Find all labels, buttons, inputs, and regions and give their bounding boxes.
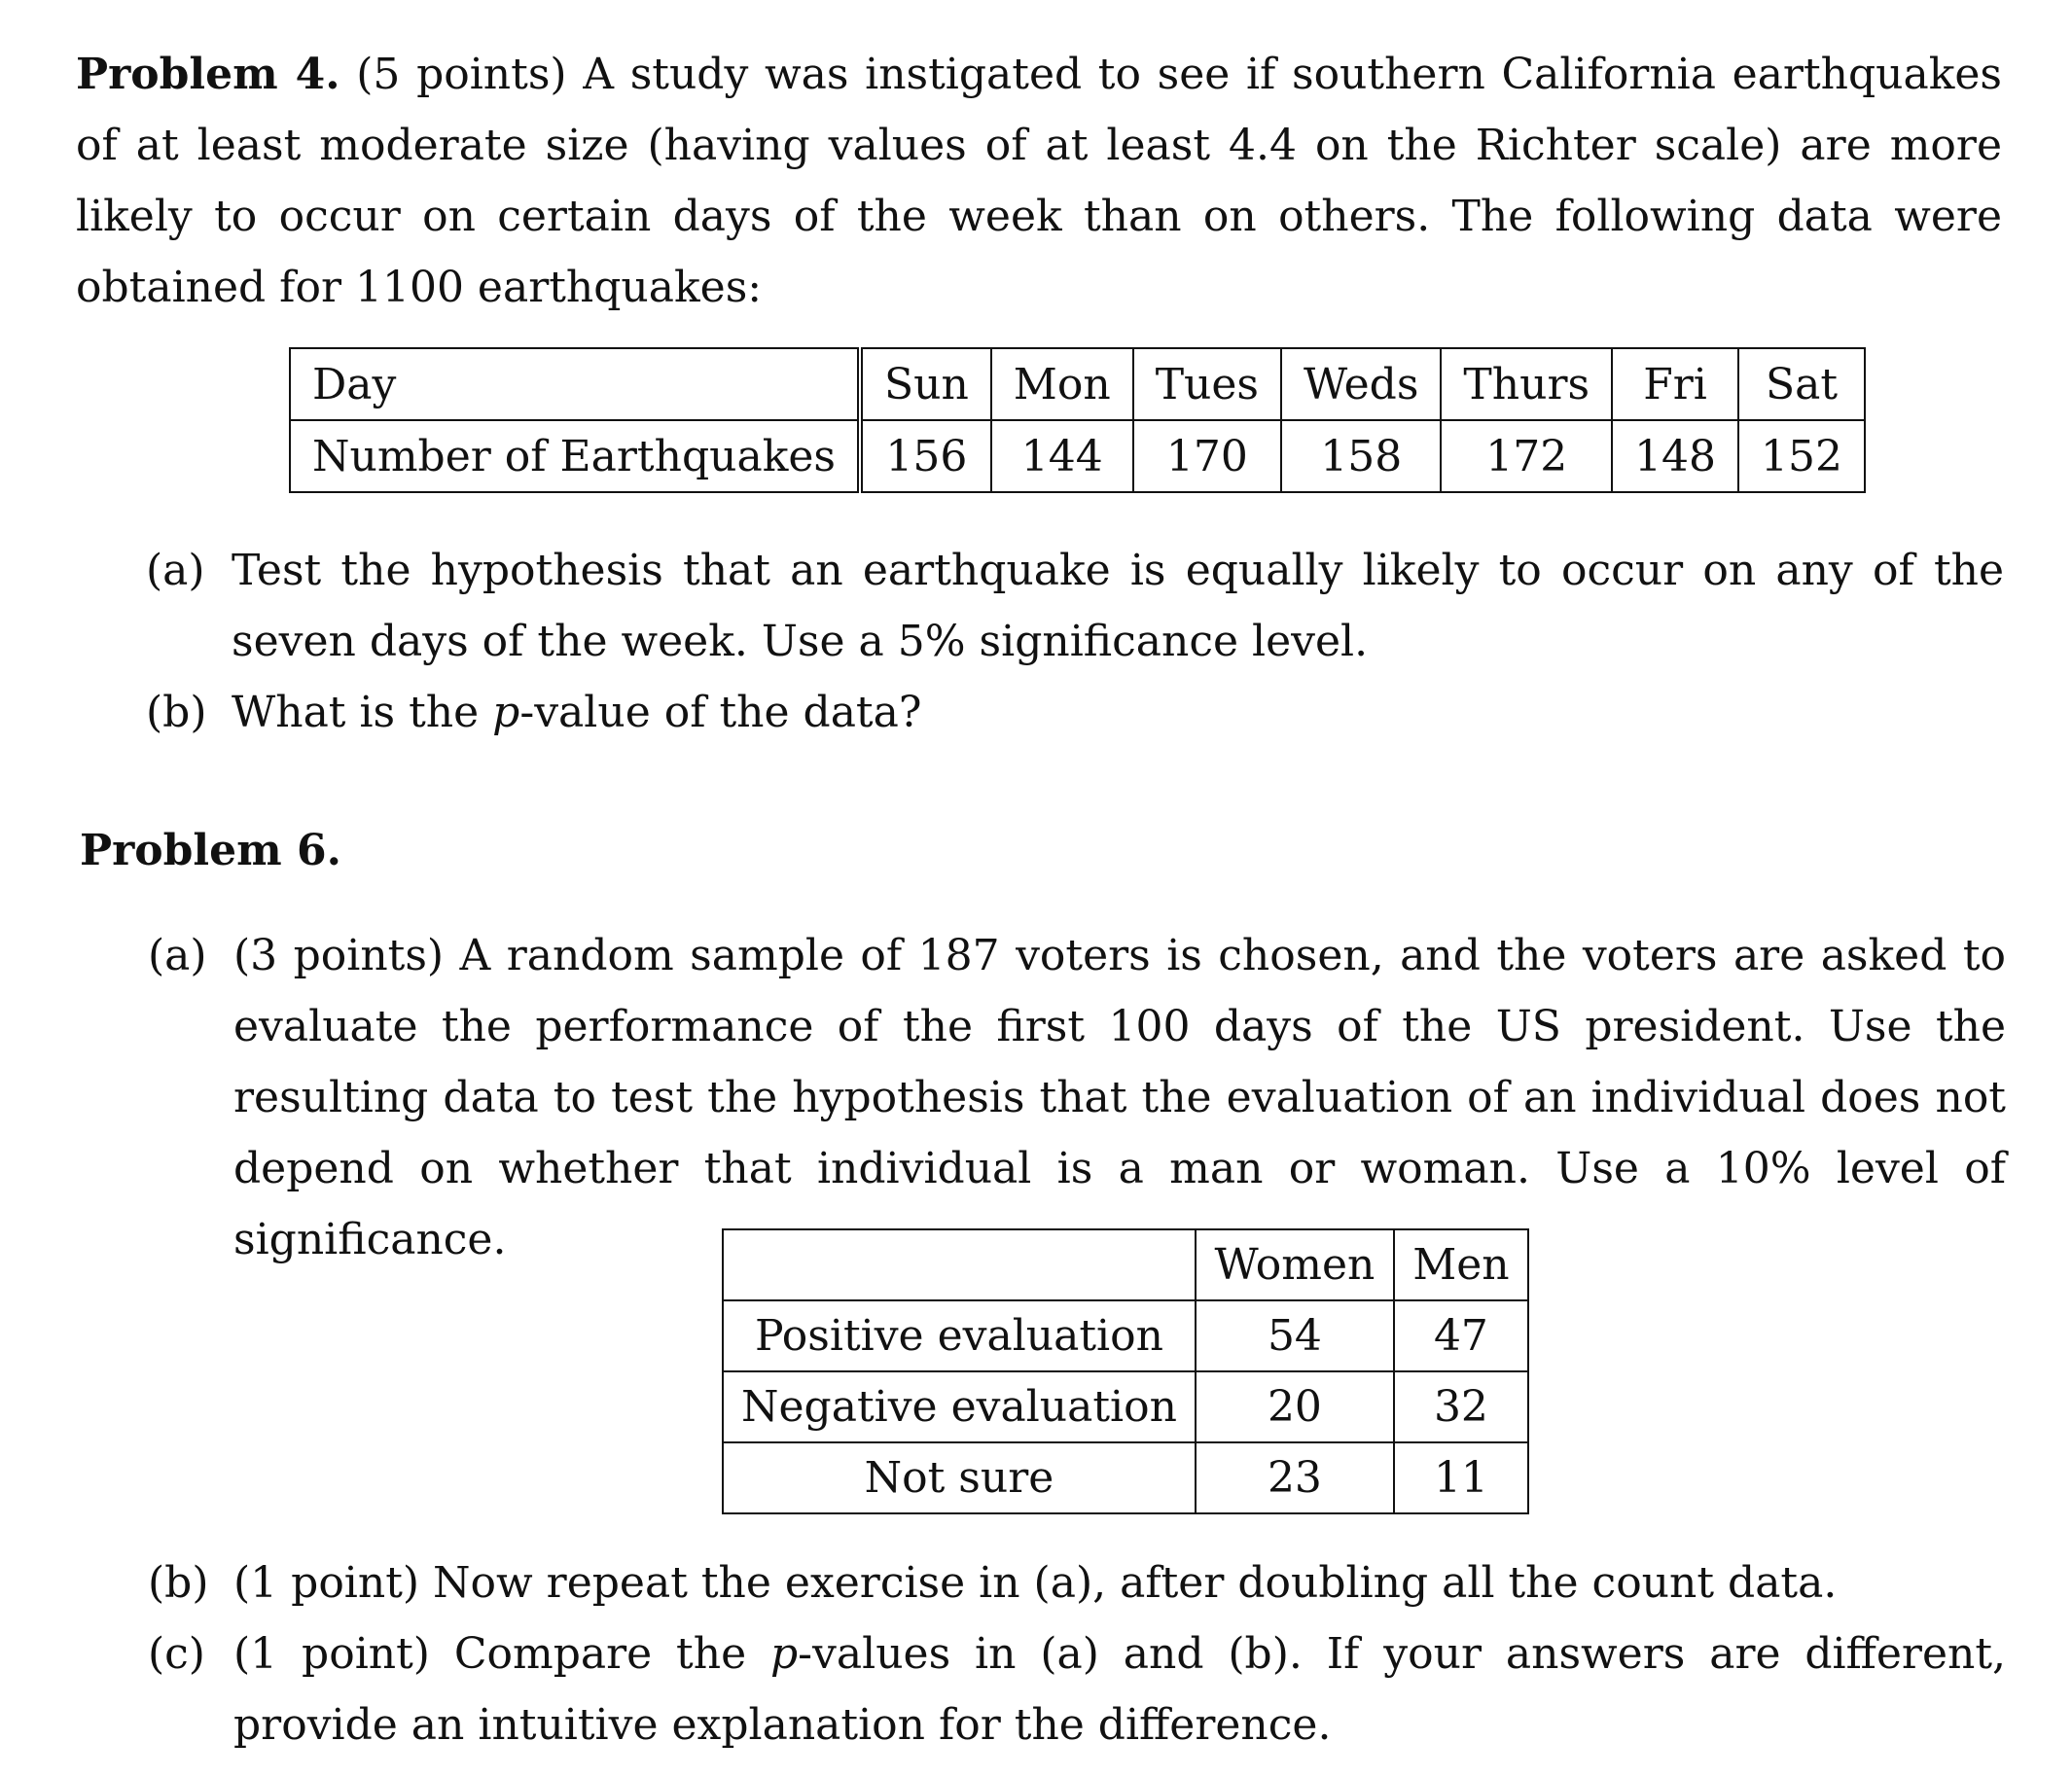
women-cell: 20 [1196, 1371, 1394, 1442]
header-women: Women [1196, 1229, 1394, 1300]
problem6-part-b [148, 1547, 2006, 1625]
count-cell: 156 [860, 420, 991, 492]
problem4-intro [76, 39, 2002, 323]
day-row-label: Day [290, 348, 860, 420]
count-cell: 170 [1133, 420, 1281, 492]
problem6-part-a [148, 920, 2006, 1264]
problem4-intro-text: A study was instigated to see if southern California earthquakes of at least moderate size (having values of at least 4.4 on the Richter scale) are more likely to occur on certain days of the week than on others. The following data were obtained for 1100 earthquakes: [76, 50, 2002, 312]
table-row [290, 348, 1865, 420]
p-symbol: p [492, 688, 520, 737]
text-segment: (1 point) Compare the [233, 1629, 770, 1679]
women-cell: 23 [1196, 1442, 1394, 1513]
count-cell: 152 [1738, 420, 1865, 492]
part-text [232, 677, 2004, 748]
row-label: Not sure [723, 1442, 1196, 1513]
text-segment: What is the [232, 688, 493, 737]
p-symbol: p [770, 1629, 799, 1679]
count-cell: 144 [991, 420, 1133, 492]
part-label: (b) [146, 688, 207, 737]
men-cell: 47 [1394, 1300, 1528, 1371]
count-row-label: Number of Earthquakes [290, 420, 860, 492]
problem6-heading: Problem 6. [80, 826, 341, 875]
empty-header-cell [723, 1229, 1196, 1300]
part-label: (a) [148, 931, 207, 980]
part-text: (1 point) Now repeat the exercise in (a), after doubling all the count data. [233, 1558, 1838, 1608]
part-label: (c) [148, 1629, 205, 1679]
day-cell: Tues [1133, 348, 1281, 420]
count-cell: 172 [1441, 420, 1612, 492]
table-row [290, 420, 1865, 492]
day-cell: Sat [1738, 348, 1865, 420]
part-label: (b) [148, 1558, 209, 1608]
text-segment: -value of the data? [519, 688, 922, 737]
problem4-heading: Problem 4. [76, 50, 340, 99]
men-cell: 32 [1394, 1371, 1528, 1442]
text-segment: -values in (a) and (b). If your answers are different, provide an intuitive explanation for the difference. [233, 1629, 2007, 1750]
part-label: (a) [146, 546, 205, 595]
problem4-part-a [146, 535, 2004, 681]
table-row [723, 1442, 1528, 1513]
part-text [233, 1618, 2006, 1760]
table-row [723, 1300, 1528, 1371]
problem6-part-c [148, 1618, 2006, 1764]
row-label: Negative evaluation [723, 1371, 1196, 1442]
day-cell: Weds [1281, 348, 1441, 420]
problem4-part-b [146, 677, 2004, 755]
day-cell: Thurs [1441, 348, 1612, 420]
voter-table [722, 1228, 1529, 1514]
men-cell: 11 [1394, 1442, 1528, 1513]
row-label: Positive evaluation [723, 1300, 1196, 1371]
count-cell: 158 [1281, 420, 1441, 492]
part-text: (3 points) A random sample of 187 voters is chosen, and the voters are asked to evaluate the performance of the first 100 days of the US president. Use the resulting data to test the hypothesis that the evaluation of an individual does not depend on whether that individual is a man or woman. Use a 10% level of significance. [233, 931, 2006, 1264]
day-cell: Sun [860, 348, 991, 420]
problem4-points: (5 points) [356, 50, 567, 99]
header-men: Men [1394, 1229, 1528, 1300]
day-cell: Mon [991, 348, 1133, 420]
table-row [723, 1229, 1528, 1300]
count-cell: 148 [1612, 420, 1738, 492]
table-row [723, 1371, 1528, 1442]
part-text: Test the hypothesis that an earthquake is equally likely to occur on any of the seven days of the week. Use a 5% significance level. [232, 546, 2004, 666]
earthquake-table [289, 347, 1866, 493]
day-cell: Fri [1612, 348, 1738, 420]
women-cell: 54 [1196, 1300, 1394, 1371]
